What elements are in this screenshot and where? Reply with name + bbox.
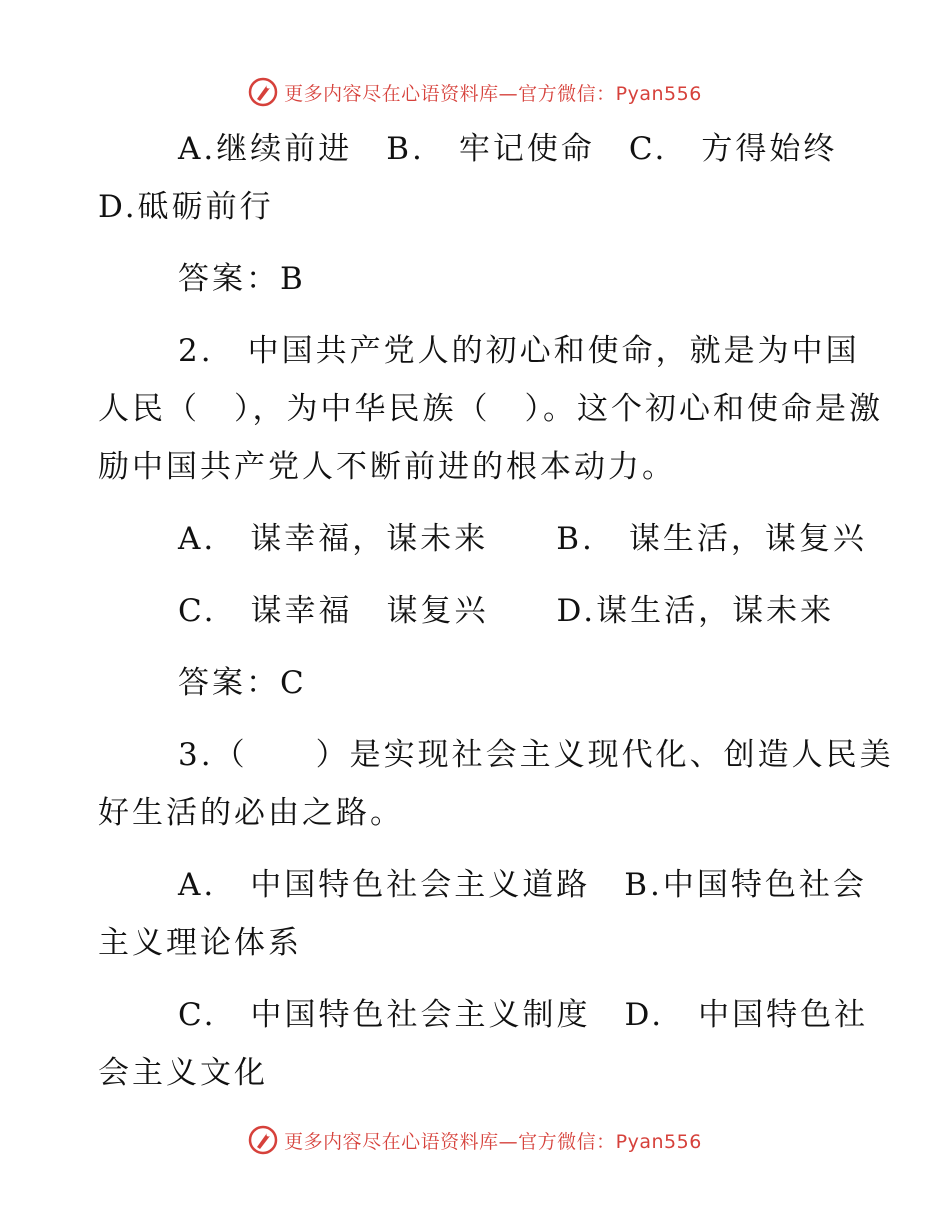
option-line: A.继续前进 B. 牢记使命 C. 方得始终 bbox=[178, 131, 838, 167]
document-body bbox=[98, 120, 894, 1102]
pen-nib-icon bbox=[248, 1125, 278, 1155]
option-line: C. 谋幸福 谋复兴 D.谋生活，谋未来 bbox=[178, 593, 835, 629]
banner-text: 更多内容尽在心语资料库—官方微信：Pyan556 bbox=[284, 82, 702, 105]
option-line: A. 中国特色社会主义道路 B.中国特色社会 bbox=[178, 867, 867, 903]
header-banner bbox=[0, 72, 950, 112]
option-line: A. 谋幸福，谋未来 B. 谋生活，谋复兴 bbox=[178, 521, 867, 557]
question-line: 2. 中国共产党人的初心和使命，就是为中国 bbox=[178, 333, 860, 369]
pen-nib-icon bbox=[248, 77, 278, 107]
question-line: 人民（ ），为中华民族（ ）。这个初心和使命是激 bbox=[98, 391, 883, 427]
option-line: D.砥砺前行 bbox=[98, 189, 274, 225]
option-line: 主义理论体系 bbox=[98, 925, 302, 961]
answer-line: 答案：C bbox=[178, 665, 307, 701]
answer-line: 答案：B bbox=[178, 261, 306, 297]
banner-text: 更多内容尽在心语资料库—官方微信：Pyan556 bbox=[284, 1130, 702, 1153]
option-line: 会主义文化 bbox=[98, 1055, 268, 1091]
question-line: 励中国共产党人不断前进的根本动力。 bbox=[98, 449, 676, 485]
footer-banner bbox=[0, 1120, 950, 1160]
question-line: 3.（ ）是实现社会主义现代化、创造人民美 bbox=[178, 737, 894, 773]
question-line: 好生活的必由之路。 bbox=[98, 795, 404, 831]
option-line: C. 中国特色社会主义制度 D. 中国特色社 bbox=[178, 997, 869, 1033]
